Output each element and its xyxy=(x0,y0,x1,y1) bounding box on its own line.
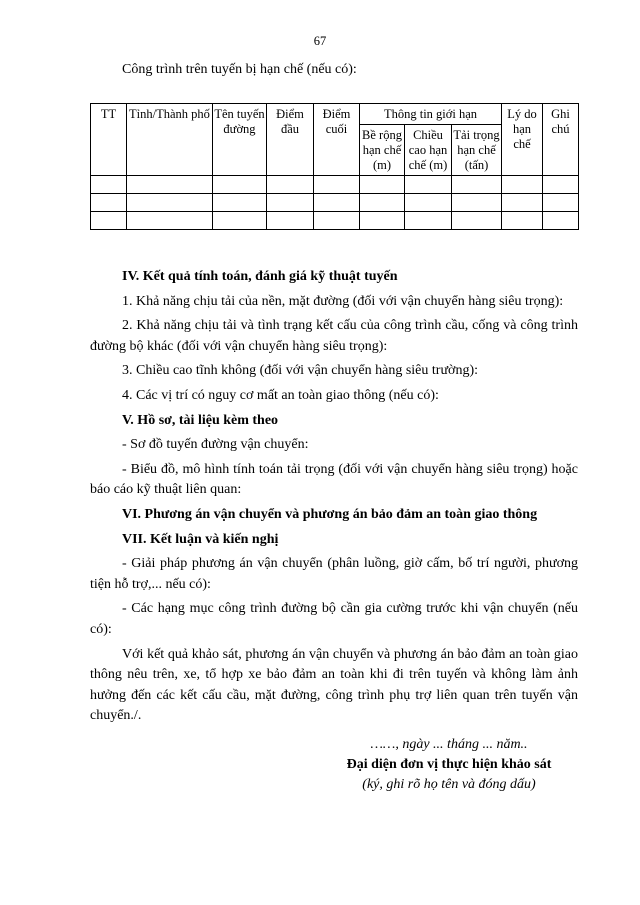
section-4-title: IV. Kết quả tính toán, đánh giá kỹ thuật tuyến xyxy=(122,269,398,284)
table-row xyxy=(91,212,579,230)
table-header-row xyxy=(91,104,579,125)
restricted-works-table xyxy=(90,103,579,230)
section-5-title: V. Hồ sơ, tài liệu kèm theo xyxy=(122,412,279,428)
header-limit-info: Thông tin giới hạn xyxy=(360,104,502,125)
table-row xyxy=(91,194,579,212)
header-note: Ghi chú xyxy=(543,104,579,176)
section-6-title: VI. Phương án vận chuyển và phương án bảo đảm an toàn giao thông xyxy=(122,506,538,522)
section-7-title: VII. Kết luận và kiến nghị xyxy=(122,531,279,547)
section-7-item-1: - Giải pháp phương án vận chuyển (phân luồng, giờ cấm, bố trí người, phương tiện hỗ trợ,... nếu có): xyxy=(90,556,578,592)
section-4-item-1: 1. Khả năng chịu tải của nền, mặt đường (đối với vận chuyển hàng siêu trọng): xyxy=(122,293,564,309)
header-route-name: Tên tuyến đường xyxy=(213,104,267,176)
section-5-item-2: - Biểu đồ, mô hình tính toán tải trọng (đối với vận chuyển hàng siêu trọng) hoặc báo cáo kỹ thuật liên quan: xyxy=(90,461,578,498)
header-load-limit: Tải trọng hạn chế (tấn) xyxy=(452,125,502,176)
page-number: 67 xyxy=(313,34,327,48)
section-5-item-1: - Sơ đồ tuyến đường vận chuyển: xyxy=(122,437,309,453)
signature-block xyxy=(320,735,578,795)
header-reason: Lý do hạn chế xyxy=(502,104,543,176)
header-height-limit: Chiều cao hạn chế (m) xyxy=(405,125,452,176)
signature-title: Đại diện đơn vị thực hiện khảo sát xyxy=(346,757,552,772)
section-4-item-2: 2. Khả năng chịu tải và tình trạng kết cấu của công trình cầu, cống và công trình đường bộ khác (đối với vận chuyển hàng siêu trọng): xyxy=(90,318,578,354)
signature-note: (ký, ghi rõ họ tên và đóng dấu) xyxy=(362,777,536,792)
header-start-point: Điểm đầu xyxy=(267,104,314,176)
section-7-item-2: - Các hạng mục công trình đường bộ cần gia cường trước khi vận chuyển (nếu có): xyxy=(90,601,578,637)
restricted-works-intro: Công trình trên tuyến bị hạn chế (nếu có): xyxy=(122,62,357,77)
header-width-limit: Bề rộng hạn chế (m) xyxy=(360,125,405,176)
section-4-item-4: 4. Các vị trí có nguy cơ mất an toàn giao thông (nếu có): xyxy=(122,387,439,403)
document-body xyxy=(90,267,578,731)
table-row xyxy=(91,176,579,194)
header-end-point: Điểm cuối xyxy=(314,104,360,176)
section-7-conclusion: Với kết quả khảo sát, phương án vận chuyển và phương án bảo đảm an toàn giao thông nêu trên, xe, tổ hợp xe bảo đảm an toàn khi đi trên tuyến và không làm ảnh hưởng đến các kết cấu cầu, mặt đường, công trình phụ trợ liên quan trên tuyến vận chuyển./. xyxy=(90,646,578,724)
header-province: Tỉnh/Thành phố xyxy=(127,104,213,176)
signature-date-line: ……, ngày ... tháng ... năm.. xyxy=(370,737,528,752)
header-tt: TT xyxy=(91,104,127,176)
section-4-item-3: 3. Chiều cao tĩnh không (đối với vận chuyển hàng siêu trường): xyxy=(122,363,478,379)
